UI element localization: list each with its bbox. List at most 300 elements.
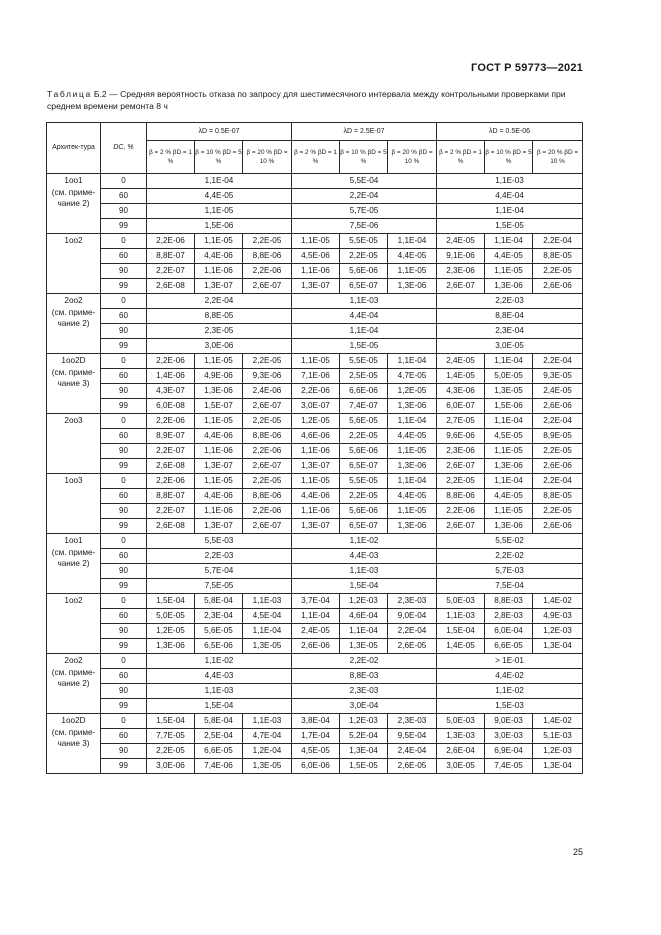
value-cell: 1,1E-03	[437, 609, 485, 624]
beta-header: β = 10 % βD = 5 %	[195, 141, 243, 174]
header-row-lambda	[47, 123, 583, 141]
dc-cell: 99	[101, 339, 147, 354]
value-cell: 1,3E-05	[243, 639, 292, 654]
table-row	[47, 594, 583, 609]
value-cell: 1,7E-04	[292, 729, 340, 744]
value-cell: 4,9E-03	[533, 609, 583, 624]
value-cell: 1,5E-04	[147, 699, 292, 714]
value-cell: 8,8E-05	[533, 489, 583, 504]
table-row	[47, 729, 583, 744]
architecture-label: 1oo1	[64, 176, 83, 185]
value-cell: 1,2E-04	[243, 744, 292, 759]
value-cell: 2,2E-05	[243, 354, 292, 369]
beta-header: β = 20 % βD = 10 %	[533, 141, 583, 174]
value-cell: 2,5E-05	[340, 369, 388, 384]
dc-cell: 60	[101, 549, 147, 564]
value-cell: 1,5E-06	[485, 399, 533, 414]
value-cell: 2,2E-02	[292, 654, 437, 669]
value-cell: 8,8E-06	[243, 429, 292, 444]
value-cell: 3,0E-06	[147, 339, 292, 354]
value-cell: 1,1E-06	[292, 444, 340, 459]
architecture-label: 2oo2	[64, 296, 83, 305]
value-cell: 5,0E-03	[437, 594, 485, 609]
value-cell: 1,1E-04	[243, 624, 292, 639]
value-cell: 2,6E-05	[388, 639, 437, 654]
value-cell: 4,9E-06	[195, 369, 243, 384]
value-cell: 2,2E-07	[147, 264, 195, 279]
value-cell: 1,1E-05	[485, 504, 533, 519]
value-cell: 8,9E-05	[533, 429, 583, 444]
value-cell: 2,3E-06	[437, 444, 485, 459]
architecture-label: 1oo1	[64, 536, 83, 545]
value-cell: 1,5E-05	[340, 759, 388, 774]
value-cell: 5,5E-03	[147, 534, 292, 549]
value-cell: 2,2E-05	[533, 264, 583, 279]
value-cell: 1,3E-06	[485, 459, 533, 474]
value-cell: 6,6E-06	[340, 384, 388, 399]
dc-cell: 90	[101, 204, 147, 219]
value-cell: 1,1E-05	[292, 474, 340, 489]
dc-cell: 90	[101, 264, 147, 279]
table-row	[47, 624, 583, 639]
value-cell: 1,3E-04	[533, 759, 583, 774]
value-cell: 2,3E-03	[388, 714, 437, 729]
value-cell: 2,2E-05	[437, 474, 485, 489]
value-cell: 6,5E-07	[340, 459, 388, 474]
value-cell: 2,6E-07	[437, 459, 485, 474]
table-row	[47, 654, 583, 669]
value-cell: 7,1E-06	[292, 369, 340, 384]
table-row	[47, 429, 583, 444]
value-cell: 2,6E-07	[243, 399, 292, 414]
value-cell: 1,1E-03	[437, 174, 583, 189]
value-cell: 2,2E-05	[340, 249, 388, 264]
dc-cell: 99	[101, 639, 147, 654]
dc-cell: 60	[101, 309, 147, 324]
value-cell: 1,3E-07	[195, 279, 243, 294]
value-cell: 1,1E-02	[292, 534, 437, 549]
value-cell: 1,1E-04	[292, 324, 437, 339]
value-cell: 6,0E-04	[485, 624, 533, 639]
dc-cell: 90	[101, 444, 147, 459]
value-cell: 4,6E-06	[292, 429, 340, 444]
value-cell: 2,6E-08	[147, 459, 195, 474]
value-cell: 4,4E-04	[292, 309, 437, 324]
value-cell: 1,1E-05	[195, 474, 243, 489]
value-cell: 4,6E-04	[340, 609, 388, 624]
value-cell: 1,1E-04	[292, 609, 340, 624]
value-cell: 5,5E-05	[340, 234, 388, 249]
value-cell: 4,4E-06	[292, 489, 340, 504]
value-cell: 1,5E-04	[292, 579, 437, 594]
value-cell: 1,3E-07	[292, 279, 340, 294]
value-cell: 1,5E-05	[292, 339, 437, 354]
lambda-group-header: λD = 0.5E-07	[147, 123, 292, 141]
value-cell: 2,2E-05	[340, 429, 388, 444]
value-cell: 6,6E-05	[485, 639, 533, 654]
value-cell: 2,2E-05	[147, 744, 195, 759]
value-cell: 2,2E-07	[147, 444, 195, 459]
value-cell: 1,2E-05	[147, 624, 195, 639]
value-cell: 5,8E-04	[195, 714, 243, 729]
value-cell: 5,0E-05	[147, 609, 195, 624]
table-body	[47, 174, 583, 774]
value-cell: 2,6E-07	[437, 279, 485, 294]
value-cell: 4,4E-06	[195, 489, 243, 504]
value-cell: 1,1E-05	[485, 264, 533, 279]
value-cell: 2,6E-06	[292, 639, 340, 654]
value-cell: 2,2E-04	[533, 234, 583, 249]
value-cell: 4,5E-05	[485, 429, 533, 444]
table-row	[47, 279, 583, 294]
value-cell: 1,3E-06	[388, 519, 437, 534]
value-cell: 2,3E-03	[388, 594, 437, 609]
table-row	[47, 564, 583, 579]
value-cell: 9,0E-04	[388, 609, 437, 624]
value-cell: 5,5E-04	[292, 174, 437, 189]
dc-cell: 0	[101, 234, 147, 249]
table-row	[47, 684, 583, 699]
architecture-label: 1oo2	[64, 596, 83, 605]
value-cell: 1,1E-03	[292, 564, 437, 579]
value-cell: 1,2E-03	[533, 744, 583, 759]
dc-cell: 0	[101, 294, 147, 309]
value-cell: 6,5E-07	[340, 279, 388, 294]
architecture-label: 2oo3	[64, 416, 83, 425]
value-cell: 1,5E-04	[147, 594, 195, 609]
value-cell: 1,2E-03	[340, 714, 388, 729]
beta-header: β = 2 % βD = 1 %	[437, 141, 485, 174]
dc-cell: 99	[101, 219, 147, 234]
value-cell: 2,3E-03	[292, 684, 437, 699]
value-cell: 2,4E-06	[243, 384, 292, 399]
dc-cell: 60	[101, 189, 147, 204]
table-row	[47, 714, 583, 729]
value-cell: 1,3E-06	[388, 399, 437, 414]
beta-header: β = 2 % βD = 1 %	[147, 141, 195, 174]
value-cell: 2,2E-06	[243, 264, 292, 279]
table-row	[47, 339, 583, 354]
value-cell: 1,1E-04	[437, 204, 583, 219]
value-cell: 1,3E-06	[147, 639, 195, 654]
architecture-note: (см. приме-чание 2)	[51, 547, 96, 568]
architecture-note: (см. приме-чание 3)	[51, 367, 96, 388]
value-cell: 2,2E-05	[243, 234, 292, 249]
value-cell: 4,7E-04	[243, 729, 292, 744]
architecture-label: 1oo2	[64, 236, 83, 245]
value-cell: 2,4E-05	[437, 354, 485, 369]
dc-cell: 0	[101, 174, 147, 189]
table-row	[47, 744, 583, 759]
value-cell: 5,5E-02	[437, 534, 583, 549]
dc-cell: 60	[101, 249, 147, 264]
value-cell: 7,4E-06	[195, 759, 243, 774]
value-cell: 1,1E-06	[292, 504, 340, 519]
architecture-cell	[47, 174, 101, 234]
value-cell: 1,1E-05	[388, 444, 437, 459]
value-cell: 2,2E-06	[147, 354, 195, 369]
value-cell: 9,1E-06	[437, 249, 485, 264]
value-cell: 6,5E-06	[195, 639, 243, 654]
table-row	[47, 459, 583, 474]
value-cell: 1,1E-05	[292, 354, 340, 369]
value-cell: 1,3E-04	[340, 744, 388, 759]
value-cell: 1,2E-05	[292, 414, 340, 429]
value-cell: 3,8E-04	[292, 714, 340, 729]
architecture-cell	[47, 654, 101, 714]
value-cell: 4,4E-03	[147, 669, 292, 684]
value-cell: 2,2E-05	[533, 504, 583, 519]
value-cell: 1,1E-03	[147, 684, 292, 699]
value-cell: 2,8E-03	[485, 609, 533, 624]
dc-cell: 60	[101, 369, 147, 384]
value-cell: 5,2E-04	[340, 729, 388, 744]
table-row	[47, 669, 583, 684]
value-cell: 1,1E-02	[147, 654, 292, 669]
value-cell: 1,1E-04	[485, 234, 533, 249]
value-cell: 4,4E-06	[195, 249, 243, 264]
value-cell: 1,3E-07	[292, 459, 340, 474]
value-cell: 1,1E-06	[195, 504, 243, 519]
value-cell: 2,6E-06	[533, 279, 583, 294]
value-cell: 2,2E-04	[147, 294, 292, 309]
value-cell: 1,1E-05	[195, 234, 243, 249]
value-cell: 7,4E-07	[340, 399, 388, 414]
value-cell: 1,5E-07	[195, 399, 243, 414]
value-cell: 8,8E-04	[437, 309, 583, 324]
value-cell: 1,3E-06	[388, 279, 437, 294]
value-cell: 2,4E-05	[437, 234, 485, 249]
dc-cell: 90	[101, 744, 147, 759]
value-cell: 1,3E-05	[485, 384, 533, 399]
value-cell: 4,3E-06	[437, 384, 485, 399]
dc-cell: 60	[101, 609, 147, 624]
caption-label: Таблица	[47, 89, 92, 99]
architecture-cell	[47, 714, 101, 774]
value-cell: 8,8E-07	[147, 489, 195, 504]
value-cell: 8,8E-05	[533, 249, 583, 264]
value-cell: 2,2E-05	[243, 474, 292, 489]
value-cell: 1,3E-07	[195, 459, 243, 474]
value-cell: 4,4E-05	[388, 489, 437, 504]
value-cell: 5,5E-05	[340, 474, 388, 489]
value-cell: 1,1E-03	[292, 294, 437, 309]
dc-cell: 0	[101, 354, 147, 369]
value-cell: 4,5E-04	[243, 609, 292, 624]
lambda-group-header: λD = 0.5E-06	[437, 123, 583, 141]
value-cell: 1,3E-06	[195, 384, 243, 399]
value-cell: 2,2E-03	[147, 549, 292, 564]
value-cell: 3,7E-04	[292, 594, 340, 609]
value-cell: 1,5E-03	[437, 699, 583, 714]
value-cell: 2,4E-05	[292, 624, 340, 639]
value-cell: 1,3E-07	[292, 519, 340, 534]
value-cell: 2,2E-04	[533, 354, 583, 369]
value-cell: 1,1E-04	[388, 474, 437, 489]
value-cell: 4,5E-05	[292, 744, 340, 759]
value-cell: 4,4E-05	[147, 189, 292, 204]
value-cell: 9,3E-05	[533, 369, 583, 384]
value-cell: 2,6E-05	[388, 759, 437, 774]
value-cell: 1,4E-05	[437, 369, 485, 384]
value-cell: 6,5E-07	[340, 519, 388, 534]
table-row	[47, 549, 583, 564]
value-cell: 7,7E-05	[147, 729, 195, 744]
value-cell: 3,0E-04	[292, 699, 437, 714]
table-row	[47, 294, 583, 309]
value-cell: 1,5E-04	[437, 624, 485, 639]
table-row	[47, 399, 583, 414]
caption-text: — Средняя вероятность отказа по запросу для шестимесячного интервала между контрольными проверками при среднем времени ремонта 8 ч	[47, 89, 566, 111]
value-cell: 1,3E-04	[533, 639, 583, 654]
value-cell: 1,1E-04	[147, 174, 292, 189]
value-cell: 2,3E-04	[437, 324, 583, 339]
value-cell: 4,4E-04	[437, 189, 583, 204]
value-cell: 1,1E-03	[243, 594, 292, 609]
value-cell: 2,2E-05	[243, 414, 292, 429]
dc-cell: 0	[101, 534, 147, 549]
value-cell: 1,2E-05	[388, 384, 437, 399]
table-row	[47, 219, 583, 234]
value-cell: 1,1E-03	[243, 714, 292, 729]
table-row	[47, 234, 583, 249]
dc-cell: 99	[101, 399, 147, 414]
architecture-label: 1oo3	[64, 476, 83, 485]
table-row	[47, 174, 583, 189]
value-cell: 2,2E-05	[533, 444, 583, 459]
value-cell: 5,0E-03	[437, 714, 485, 729]
value-cell: 5,7E-03	[437, 564, 583, 579]
value-cell: 2,2E-06	[292, 384, 340, 399]
value-cell: 4,4E-05	[388, 249, 437, 264]
dc-cell: 0	[101, 474, 147, 489]
value-cell: 1,1E-04	[388, 414, 437, 429]
dc-cell: 90	[101, 384, 147, 399]
value-cell: 3,0E-03	[485, 729, 533, 744]
architecture-note: (см. приме-чание 2)	[51, 667, 96, 688]
value-cell: 1,1E-05	[195, 354, 243, 369]
value-cell: 5,6E-06	[340, 264, 388, 279]
architecture-label: 1oo2D	[61, 716, 86, 725]
dc-cell: 90	[101, 684, 147, 699]
value-cell: 1,3E-06	[388, 459, 437, 474]
value-cell: 2,6E-07	[437, 519, 485, 534]
value-cell: 1,1E-04	[388, 354, 437, 369]
table-row	[47, 444, 583, 459]
value-cell: 1,3E-05	[243, 759, 292, 774]
table-row	[47, 609, 583, 624]
value-cell: 2,2E-04	[388, 624, 437, 639]
value-cell: 2,5E-04	[195, 729, 243, 744]
value-cell: 2,2E-04	[533, 474, 583, 489]
dc-cell: 99	[101, 579, 147, 594]
table-row	[47, 414, 583, 429]
dc-cell: 99	[101, 699, 147, 714]
architecture-label: 1oo2D	[61, 356, 86, 365]
table-row	[47, 759, 583, 774]
value-cell: 8,9E-07	[147, 429, 195, 444]
value-cell: 1,1E-05	[388, 264, 437, 279]
page-number: 25	[572, 847, 583, 857]
value-cell: 1,4E-05	[437, 639, 485, 654]
architecture-cell	[47, 294, 101, 354]
value-cell: 3,0E-05	[437, 339, 583, 354]
value-cell: 1,1E-04	[485, 474, 533, 489]
dc-cell: 90	[101, 624, 147, 639]
value-cell: 8,8E-05	[147, 309, 292, 324]
dc-cell: 90	[101, 504, 147, 519]
value-cell: 2,4E-05	[533, 384, 583, 399]
architecture-note: (см. приме-чание 2)	[51, 307, 96, 328]
value-cell: 2,6E-04	[437, 744, 485, 759]
table-row	[47, 189, 583, 204]
dc-cell: 60	[101, 729, 147, 744]
value-cell: 2,4E-04	[388, 744, 437, 759]
value-cell: 2,6E-08	[147, 519, 195, 534]
value-cell: 1,1E-04	[340, 624, 388, 639]
table-row	[47, 639, 583, 654]
value-cell: 2,3E-05	[147, 324, 292, 339]
dc-cell: 0	[101, 714, 147, 729]
caption-number: Б.2	[93, 89, 107, 99]
value-cell: 5,1E-03	[533, 729, 583, 744]
value-cell: 3,0E-06	[147, 759, 195, 774]
value-cell: 1,3E-06	[485, 519, 533, 534]
standard-designation: ГОСТ Р 59773—2021	[471, 62, 583, 74]
value-cell: 5,0E-05	[485, 369, 533, 384]
column-header-dc: DC, %	[101, 123, 147, 174]
table-row	[47, 384, 583, 399]
value-cell: 1,3E-05	[340, 639, 388, 654]
lambda-group-header: λD = 2.5E-07	[292, 123, 437, 141]
value-cell: 4,4E-05	[485, 489, 533, 504]
value-cell: 4,4E-06	[195, 429, 243, 444]
dc-cell: 99	[101, 279, 147, 294]
architecture-cell	[47, 594, 101, 654]
value-cell: 2,6E-07	[243, 519, 292, 534]
dc-cell: 0	[101, 594, 147, 609]
value-cell: 1,3E-06	[485, 279, 533, 294]
dc-cell: 99	[101, 459, 147, 474]
value-cell: 2,3E-06	[437, 264, 485, 279]
value-cell: 2,2E-04	[533, 414, 583, 429]
value-cell: 2,6E-06	[533, 399, 583, 414]
value-cell: 4,4E-05	[485, 249, 533, 264]
value-cell: 8,8E-03	[485, 594, 533, 609]
value-cell: 2,7E-05	[437, 414, 485, 429]
architecture-cell	[47, 474, 101, 534]
value-cell: 6,0E-07	[437, 399, 485, 414]
value-cell: 7,5E-04	[437, 579, 583, 594]
dc-cell: 99	[101, 759, 147, 774]
value-cell: 6,0E-08	[147, 399, 195, 414]
table-row	[47, 369, 583, 384]
table-row	[47, 534, 583, 549]
value-cell: 1,1E-05	[195, 414, 243, 429]
value-cell: 1,1E-05	[147, 204, 292, 219]
value-cell: 2,6E-07	[243, 279, 292, 294]
dc-cell: 60	[101, 429, 147, 444]
value-cell: 1,1E-05	[485, 444, 533, 459]
table-row	[47, 504, 583, 519]
architecture-cell	[47, 414, 101, 474]
column-header-architecture: Архитек-тура	[47, 123, 101, 174]
value-cell: 2,2E-06	[147, 474, 195, 489]
value-cell: 1,4E-02	[533, 594, 583, 609]
value-cell: 5,6E-06	[340, 504, 388, 519]
value-cell: 3,0E-05	[437, 759, 485, 774]
value-cell: 1,1E-04	[485, 414, 533, 429]
